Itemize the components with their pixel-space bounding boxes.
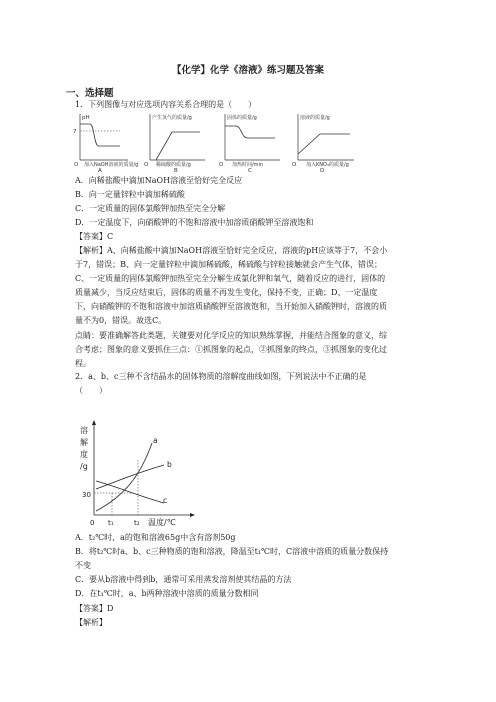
graph-c-tag: C [248, 168, 252, 172]
graph-d [292, 114, 354, 172]
question-1-graphs [70, 110, 360, 172]
q1-option-b: B．向一定量锌粒中滴加稀硫酸 [75, 190, 185, 199]
curve-label-c: c [163, 496, 168, 505]
q2-option-d: D．在t₁℃时，a、b两种溶液中溶质的质量分数相同 [75, 589, 259, 598]
question-2-options [75, 531, 435, 601]
q2-option-a: A．t₂℃时，a的饱和溶液65g中含有溶剂50g [75, 533, 236, 542]
q1-option-a: A．向稀盐酸中滴加NaOH溶液至恰好完全反应 [75, 176, 243, 185]
document-title: 【化学】化学《溶液》练习题及答案 [171, 65, 324, 76]
question-1-explanation [75, 244, 435, 328]
q2-stem-line: 2．a、b、c三种不含结晶水的固体物质的溶解度曲线如图，下列说法中不正确的是 [75, 372, 367, 381]
section-heading: 一、选择题 [66, 88, 114, 99]
graph-b-xlabel: 稀硫酸的质量/g [156, 162, 191, 168]
explanation-line: 【解析】A、向稀盐酸中滴加NaOH溶液至恰好完全反应，溶液的pH应该等于7，不会小 [75, 246, 388, 255]
curve-label-a: a [153, 436, 158, 445]
chart-y-tick: 30 [82, 491, 91, 499]
graph-a-tag: A [98, 168, 102, 172]
question-2-jiexi: 【解析】 [75, 618, 107, 627]
question-1-stem: 1．下列图像与对应选项内容关系合理的是（ ） [75, 100, 257, 109]
q1-option-d: D．一定温度下，向硝酸钾的不饱和溶液中加溶质硝酸钾至溶液饱和 [75, 218, 314, 227]
graph-c [219, 114, 280, 172]
graph-b-ylabel: 产生氢气的质量/g [152, 115, 192, 121]
question-2-answer: 【答案】D [75, 604, 114, 613]
chart-ylabel-3: 度 [80, 450, 88, 459]
explanation-line: 下，向硝酸钾的不饱和溶液中加溶质硝酸钾至溶液饱和，当开始加入硝酸钾时，溶液的质 [75, 302, 387, 311]
graph-c-origin: O [219, 162, 224, 168]
question-1-options-cont [75, 202, 435, 230]
explanation-line: 于7，错误；B、向一定量锌粒中滴加稀硫酸，稀硫酸与锌粒接触就会产生气体，错误； [75, 260, 382, 269]
chart-ylabel-1: 溶 [80, 426, 88, 435]
tip-line: 点睛：要准确解答此类题，关键要对化学反应的知识熟练掌握，并能结合图象的意义，综 [75, 331, 387, 340]
q2-option-b: B．将t₂℃时a、b、c三种物质的饱和溶液，降温至t₁℃时，C溶液中溶质的质量分数保持 [75, 547, 389, 556]
tip-line: 程。 [75, 359, 91, 368]
question-2-stem [75, 370, 435, 398]
chart-x-tick-t2: t₂ [134, 519, 140, 527]
graph-b-origin: O [144, 162, 149, 168]
graph-c-xlabel: 加热时间/min [232, 162, 264, 168]
curve-b [96, 465, 164, 489]
q1-option-c: C．一定质量的固体氯酸钾加热至完全分解 [75, 204, 226, 213]
graph-a-xlabel: 加入NaOH溶液的质量/g [84, 162, 139, 168]
graph-a [73, 114, 138, 172]
graph-a-ylabel: pH [82, 115, 90, 121]
graph-c-ylabel: 固体的质量/g [227, 115, 257, 121]
explanation-line: 量不为0，错误。故选C。 [75, 316, 167, 325]
curve-label-b: b [167, 460, 172, 469]
chart-xlabel: 温度/℃ [148, 518, 176, 527]
graph-d-ylabel: 溶液的质量/g [300, 115, 330, 121]
graph-d-origin: O [292, 162, 297, 168]
graph-b-tag: B [174, 168, 178, 172]
chart-ylabel-2: 解 [80, 438, 88, 447]
q2-option-b-cont: 不变 [75, 561, 91, 570]
q2-option-c: C．要从b溶液中得到b，通常可采用蒸发溶剂使其结晶的方法 [75, 575, 292, 584]
graph-d-tag: D [320, 168, 325, 172]
explanation-line: 质量减少，当反应结束后，固体的质量不再发生变化，保持不变，正确；D、一定温度 [75, 288, 378, 297]
solubility-chart [78, 405, 198, 527]
graph-a-origin: O [74, 162, 79, 168]
graph-b [144, 114, 205, 172]
question-1-tip [75, 329, 435, 371]
graph-a-y-tick: 7 [73, 129, 77, 135]
question-1-answer: 【答案】C [75, 232, 114, 241]
chart-ylabel-4: /g [80, 462, 88, 471]
tip-line: 合考虑；图象的意义要抓住三点：①抓图象的起点，②抓图象的终点，③抓图象的变化过 [75, 345, 387, 354]
curve-a [96, 443, 152, 511]
chart-x-tick-t1: t₁ [108, 519, 114, 527]
graph-d-xlabel: 加入KNO₃的质量/g [306, 162, 349, 168]
chart-origin: 0 [90, 519, 95, 527]
question-1-options [75, 174, 435, 202]
q2-stem-line: （ ） [75, 386, 107, 395]
explanation-line: C、一定质量的固体氯酸钾加热至完全分解生成氯化钾和氧气，随着反应的进行，固体的 [75, 274, 386, 283]
